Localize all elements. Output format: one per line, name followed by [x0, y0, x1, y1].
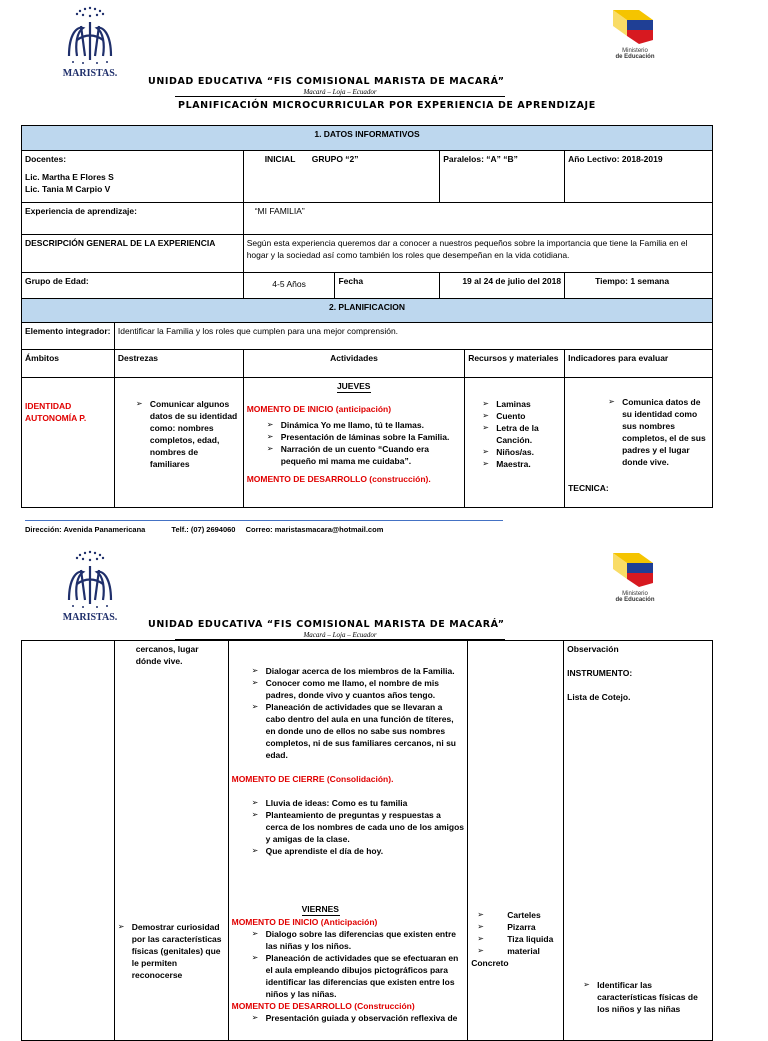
inicio2-item: ➢ Dialogo sobre las diferencias que existen entre las niñas y los niños. — [252, 928, 465, 952]
maristas-emblem-icon — [55, 4, 125, 68]
momento-desarrollo2-label: MOMENTO DE DESARROLLO (Construcción) — [231, 1001, 415, 1011]
destreza-list — [136, 398, 240, 470]
indicador-list — [608, 396, 709, 468]
actividades-cell — [243, 378, 465, 508]
recurso2-item: ➢ Tiza liquida — [477, 933, 560, 945]
ambito-cell-2 — [22, 641, 115, 1041]
cierre-item: ➢ Que aprendiste el día de hoy. — [252, 845, 465, 857]
recursos-cell-2 — [468, 641, 564, 1041]
school-subtitle: Macará – Loja – Ecuador — [175, 88, 505, 97]
maristas-wordmark: MARISTAS. — [62, 68, 118, 79]
desarrollo-item: ➢ Dialogar acerca de los miembros de la Familia. — [252, 665, 465, 677]
indicador-cell — [565, 378, 713, 508]
inicio-item: ➢ Narración de un cuento “Cuando era pequeño mi mama me cuidaba”. — [267, 443, 462, 467]
destreza2-list — [118, 921, 225, 981]
docentes-cell — [22, 151, 244, 203]
nivel-grupo-cell — [243, 151, 440, 203]
cierre-item: ➢ Lluvia de ideas: Como es tu familia — [252, 797, 465, 809]
ecuador-flag-icon — [613, 10, 653, 44]
recurso2-item: ➢ Carteles — [477, 909, 560, 921]
docente-1: Lic. Martha E Flores S — [25, 172, 114, 182]
indicador-2: ➢ Identificar las características físicas de los niños y las niñas — [583, 979, 709, 1015]
inicio-item: ➢ Presentación de láminas sobre la Familia. — [267, 431, 462, 443]
cierre-list — [252, 797, 465, 857]
maristas-logo — [55, 4, 125, 80]
desarrollo-list — [252, 665, 465, 761]
nivel-value: INICIAL — [264, 154, 296, 164]
lista-cotejo: Lista de Cotejo. — [567, 692, 631, 702]
destreza-cell — [114, 378, 243, 508]
descripcion-value: Según esta experiencia queremos dar a conocer a nuestros pequeños sobre la importancia que tiene la Familia en el hogar y la sociedad así como también los roles que desempeñan en la vida cotidiana. — [243, 235, 712, 273]
observacion-label: Observación — [567, 644, 619, 654]
section-datos-header: 1. DATOS INFORMATIVOS — [22, 126, 713, 151]
momento-cierre-label: MOMENTO DE CIERRE (Consolidación). — [231, 774, 394, 784]
recurso-item: ➢ Niños/as. — [482, 446, 561, 458]
ministry-line2: de Educación — [615, 597, 655, 603]
dia-viernes: VIERNES — [301, 904, 339, 914]
planning-table-page1 — [21, 125, 713, 508]
docentes-label: Docentes: — [25, 154, 67, 164]
ministry-line1: Ministerio — [622, 48, 648, 54]
descripcion-label: DESCRIPCIÓN GENERAL DE LA EXPERIENCIA — [22, 235, 244, 273]
destreza-cont: cercanos, lugar dónde vive. — [135, 644, 199, 666]
actividades-cell-2 — [228, 641, 468, 1041]
desarrollo2-list — [252, 1012, 465, 1024]
destreza-cell-2 — [114, 641, 228, 1041]
grupo-edad-label: Grupo de Edad: — [22, 273, 244, 299]
fecha-label: Fecha — [335, 273, 440, 299]
desarrollo-item: ➢ Planeación de actividades que se llevaran a cabo dentro del aula en una función de títeres, en donde uno de ellos no sabe sus nombres completos, ni de sus familiares cercanos, ni su edad. — [252, 701, 465, 761]
footer-rule — [25, 520, 503, 521]
inicio-item: ➢ Dinámica Yo me llamo, tú te llamas. — [267, 419, 462, 431]
col-ambitos: Ámbitos — [22, 350, 115, 378]
school-title: UNIDAD EDUCATIVA “FIS COMISIONAL MARISTA DE MACARÁ” — [148, 76, 505, 87]
experiencia-value — [243, 203, 712, 235]
indicador-cell-2 — [564, 641, 713, 1041]
recurso-item: ➢ Laminas — [482, 398, 561, 410]
cierre-item: ➢ Planteamiento de preguntas y respuestas a cerca de los nombres de cada uno de los amigos y amigas de la clase. — [252, 809, 465, 845]
grupo-edad-value: 4-5 Años — [243, 273, 335, 299]
experiencia-text: “MI FAMILIA” — [254, 206, 305, 216]
col-actividades: Actividades — [243, 350, 465, 378]
recursos-list — [482, 398, 561, 470]
doc-title: PLANIFICACIÓN MICROCURRICULAR POR EXPERIENCIA DE APRENDIZAJE — [178, 100, 596, 111]
momento-desarrollo-label: MOMENTO DE DESARROLLO (construcción). — [246, 474, 431, 484]
destreza-1: ➢ Comunicar algunos datos de su identidad como: nombres completos, edad, nombres de familiares — [136, 398, 240, 470]
footer — [25, 525, 383, 534]
docente-2: Lic. Tania M Carpio V — [25, 184, 111, 194]
recursos-cell — [465, 378, 565, 508]
col-indicadores: Indicadores para evaluar — [565, 350, 713, 378]
tecnica-label: TECNICA: — [568, 483, 609, 493]
anio-lectivo-value: Año Lectivo: 2018-2019 — [565, 151, 713, 203]
inicio2-list — [252, 928, 465, 1000]
grupo-value: GRUPO “2” — [311, 154, 359, 164]
destreza-2: ➢ Demostrar curiosidad por las características físicas (genitales) que le permiten reconocerse — [118, 921, 225, 981]
desarrollo2-item: ➢ Presentación guiada y observación reflexiva de — [252, 1012, 465, 1024]
paralelos-value: Paralelos: “A” “B” — [440, 151, 565, 203]
elemento-label: Elemento integrador: — [22, 323, 115, 350]
momento-inicio2-label: MOMENTO DE INICIO (Anticipación) — [231, 917, 378, 927]
footer-correo: Correo: maristasmacara@hotmail.com — [245, 525, 384, 534]
recurso-item: ➢ Cuento — [482, 410, 561, 422]
footer-telefono: Telf.: (07) 2694060 — [171, 525, 236, 534]
ministry-logo — [605, 10, 665, 70]
ministry-logo-2 — [605, 553, 665, 613]
section-planificacion-header: 2. PLANIFICACION — [22, 299, 713, 323]
instrumento-label: INSTRUMENTO: — [567, 668, 633, 678]
maristas-wordmark: MARISTAS. — [62, 612, 118, 623]
recurso-item: ➢ Maestra. — [482, 458, 561, 470]
recurso2-item: ➢ material — [477, 945, 560, 957]
recurso2-item: ➢ Pizarra — [477, 921, 560, 933]
inicio2-item: ➢ Planeación de actividades que se efectuaran en el aula empleando dibujos pictográficos para identificar las diferencias que existen entre los niños y las niñas. — [252, 952, 465, 1000]
recursos2-list — [477, 909, 560, 957]
momento-inicio-label: MOMENTO DE INICIO (anticipación) — [246, 404, 392, 414]
maristas-logo-2 — [55, 548, 125, 624]
school-subtitle-2: Macará – Loja – Ecuador — [175, 631, 505, 640]
ministry-line2: de Educación — [615, 54, 655, 60]
planning-table-page2 — [21, 640, 713, 1041]
footer-direccion: Dirección: Avenida Panamericana — [25, 525, 146, 534]
col-recursos: Recursos y materiales — [465, 350, 565, 378]
school-title-2: UNIDAD EDUCATIVA “FIS COMISIONAL MARISTA DE MACARÁ” — [148, 619, 505, 630]
maristas-emblem-icon — [55, 548, 125, 612]
dia-jueves: JUEVES — [336, 381, 371, 391]
col-destrezas: Destrezas — [114, 350, 243, 378]
tiempo-value: Tiempo: 1 semana — [565, 273, 713, 299]
ecuador-flag-icon — [613, 553, 653, 587]
inicio-list — [267, 419, 462, 467]
experiencia-label: Experiencia de aprendizaje: — [22, 203, 244, 235]
ambito-cell — [22, 378, 115, 508]
indicador2-list — [583, 979, 709, 1015]
ministry-line1: Ministerio — [622, 591, 648, 597]
ambito-value: IDENTIDAD AUTONOMÍA P. — [25, 401, 87, 423]
fecha-value: 19 al 24 de julio del 2018 — [440, 273, 565, 299]
recurso2-last: Concreto — [471, 958, 509, 968]
indicador-1: ➢ Comunica datos de su identidad como sus nombres completos, el de sus padres y el lugar donde vive. — [608, 396, 709, 468]
elemento-value: Identificar la Familia y los roles que cumplen para una mejor comprensión. — [114, 323, 712, 350]
recurso-item: ➢ Letra de la Canción. — [482, 422, 561, 446]
desarrollo-item: ➢ Conocer como me llamo, el nombre de mis padres, donde vivo y cuantos años tengo. — [252, 677, 465, 701]
